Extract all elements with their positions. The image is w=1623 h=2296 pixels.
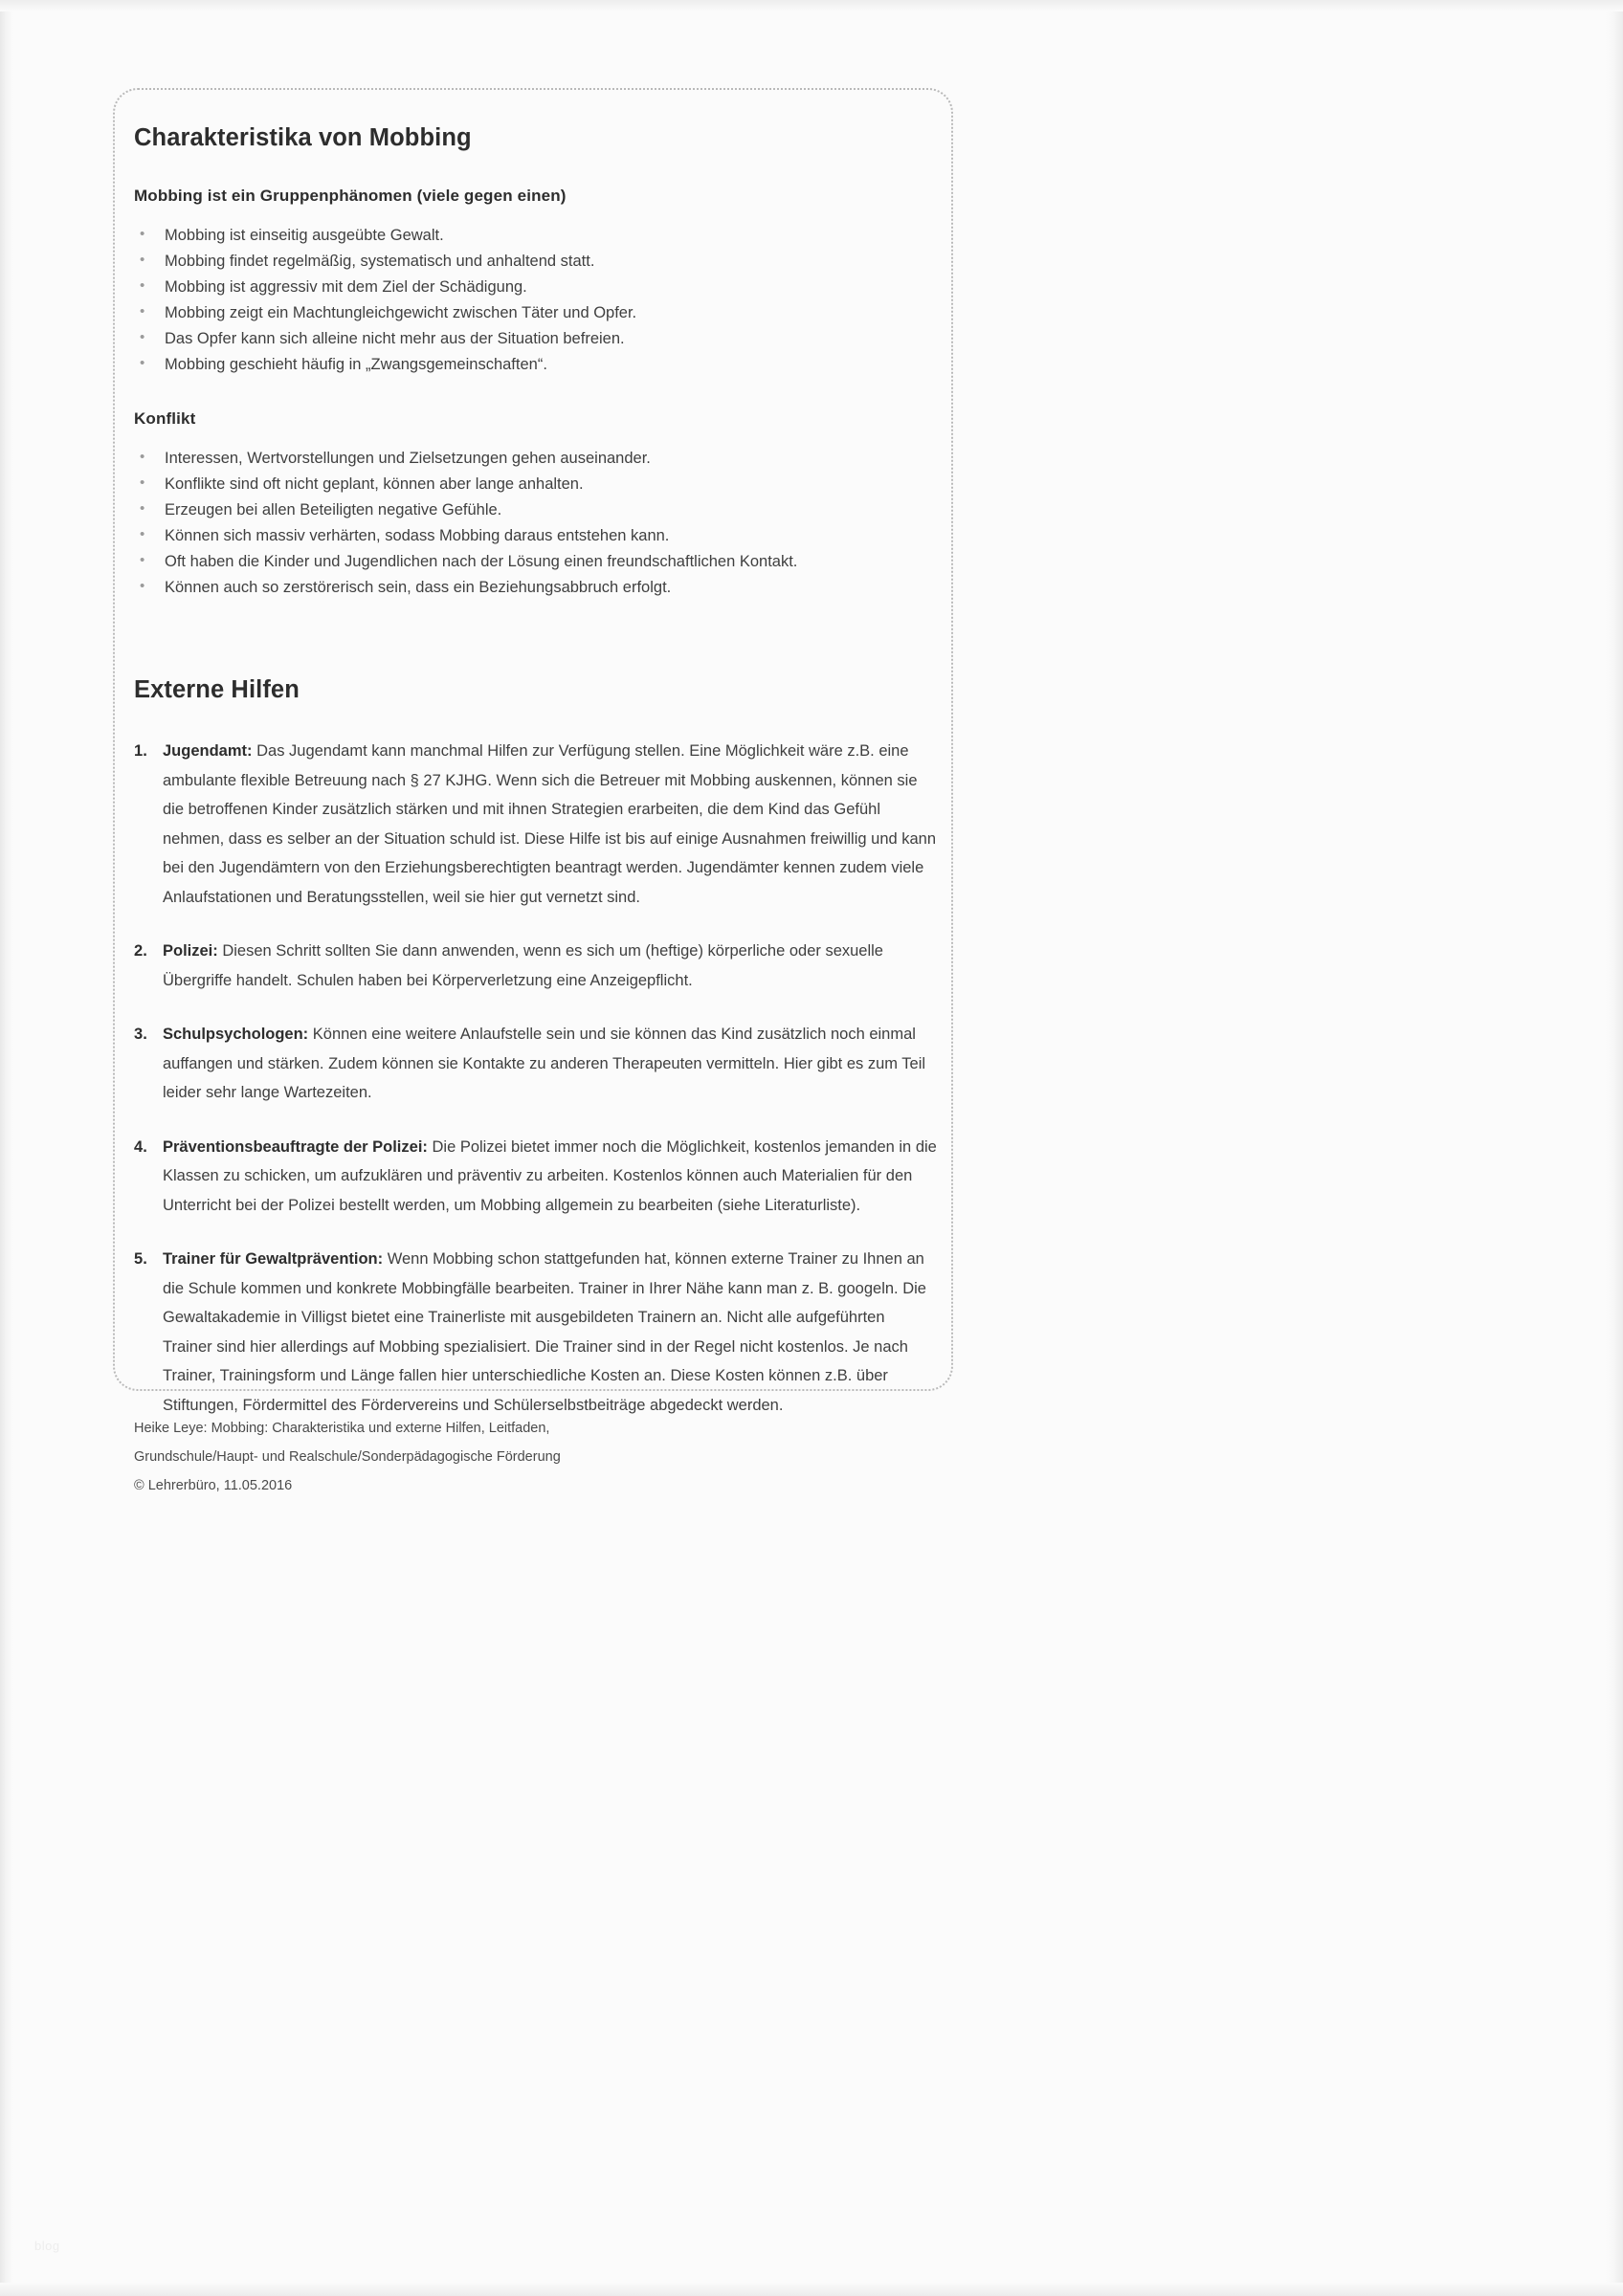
list-item-lead: Trainer für Gewaltprävention: bbox=[163, 1250, 384, 1268]
list-item: • Können sich massiv verhärten, sodass Mobbing daraus entstehen kann. bbox=[134, 523, 938, 548]
page-edge-left bbox=[0, 0, 13, 2296]
list-item-body: Diesen Schritt sollten Sie dann anwenden, wenn es sich um (heftige) körperliche oder sexuelle Übergriffe handelt. Schulen haben bei Körperverletzung eine Anzeigepflicht. bbox=[163, 942, 883, 989]
document-footer bbox=[134, 1414, 995, 1500]
page-edge-top bbox=[0, 0, 1623, 11]
list-item: • Mobbing ist aggressiv mit dem Ziel der Schädigung. bbox=[134, 275, 938, 299]
list-item: • Mobbing geschieht häufig in „Zwangsgemeinschaften“. bbox=[134, 352, 938, 377]
section-spacer bbox=[134, 632, 938, 676]
list-item: • Erzeugen bei allen Beteiligten negative Gefühle. bbox=[134, 497, 938, 522]
list-item-body: Können eine weitere Anlaufstelle sein und sie können das Kind zusätzlich noch einmal auffangen und stärken. Zudem können sie Kontakte zu anderen Therapeuten vermitteln. Hier gibt es zum Teil leider sehr lange Wartezeiten. bbox=[163, 1026, 926, 1101]
list-item: • Das Opfer kann sich alleine nicht mehr aus der Situation befreien. bbox=[134, 326, 938, 351]
list-item-body: Wenn Mobbing schon stattgefunden hat, können externe Trainer zu Ihnen an die Schule kommen und konkrete Mobbingfälle bearbeiten. Trainer in Ihrer Nähe kann man z. B. googeln. Die Gewaltakademie in Villigst bietet eine Trainerliste mit ausgebildeten Trainern an. Nicht alle aufgeführten Trainer sind hier allerdings auf Mobbing spezialisiert. Die Trainer sind in der Regel nicht kostenlos. Je nach Trainer, Trainingsform und Länge fallen hier unterschiedliche Kosten an. Diese Kosten können z.B. über Stiftungen, Fördermittel des Fördervereins und Schülerselbstbeiträge abgedeckt werden. bbox=[163, 1250, 926, 1414]
list-item: • Mobbing findet regelmäßig, systematisch und anhaltend statt. bbox=[134, 249, 938, 274]
list-item bbox=[134, 1020, 938, 1108]
list-item: • Interessen, Wertvorstellungen und Zielsetzungen gehen auseinander. bbox=[134, 446, 938, 471]
footer-school-types-line: Grundschule/Haupt- und Realschule/Sonderpädagogische Förderung bbox=[134, 1449, 561, 1465]
list-item bbox=[134, 1133, 938, 1221]
document-content bbox=[134, 124, 938, 1445]
list-item-lead: Polizei: bbox=[163, 942, 218, 960]
list-item-lead: Präventionsbeauftragte der Polizei: bbox=[163, 1137, 428, 1156]
list-item: • Mobbing zeigt ein Machtungleichgewicht zwischen Täter und Opfer. bbox=[134, 300, 938, 325]
list-item: • Mobbing ist einseitig ausgeübte Gewalt. bbox=[134, 223, 938, 248]
footer-source-line: Heike Leye: Mobbing: Charakteristika und externe Hilfen, Leitfaden, bbox=[134, 1421, 550, 1436]
list-item-body: Die Polizei bietet immer noch die Möglichkeit, kostenlos jemanden in die Klassen zu schicken, um aufzuklären und präventiv zu arbeiten. Kostenlos können auch Materialien für den Unterricht bei der Polizei bestellt werden, um Mobbing allgemein zu bearbeiten (siehe Literaturliste). bbox=[163, 1137, 937, 1214]
bullet-list-konflikt bbox=[134, 446, 938, 600]
corner-watermark: blog bbox=[34, 2239, 60, 2253]
page-title: Charakteristika von Mobbing bbox=[134, 124, 472, 151]
page-edge-right bbox=[1606, 0, 1623, 2296]
section-heading-konflikt: Konflikt bbox=[134, 409, 196, 428]
section-heading-externe-hilfen: Externe Hilfen bbox=[134, 676, 300, 703]
list-item: • Oft haben die Kinder und Jugendlichen nach der Lösung einen freundschaftlichen Kontakt. bbox=[134, 549, 938, 574]
page-edge-bottom bbox=[0, 2283, 1623, 2296]
list-item-lead: Schulpsychologen: bbox=[163, 1026, 309, 1043]
list-item-body: Das Jugendamt kann manchmal Hilfen zur Verfügung stellen. Eine Möglichkeit wäre z.B. eine ambulante flexible Betreuung nach § 27 KJHG. Wenn sich die Betreuer mit Mobbing auskennen, können sie die betroffenen Kinder zusätzlich stärken und mit ihnen Strategien erarbeiten, die dem Kind das Gefühl nehmen, dass es selber an der Situation schuld ist. Diese Hilfe ist bis auf einige Ausnahmen freiwillig und kann bei den Jugendämtern von den Erziehungsberechtigten beantragt werden. Jugendämter kennen zudem viele Anlaufstationen und Beratungsstellen, weil sie hier gut vernetzt sind. bbox=[163, 742, 937, 906]
list-item bbox=[134, 737, 938, 912]
footer-copyright-line: © Lehrerbüro, 11.05.2016 bbox=[134, 1478, 293, 1493]
bullet-list-group-phenomenon bbox=[134, 223, 938, 377]
list-item bbox=[134, 937, 938, 995]
numbered-list-externe-hilfen bbox=[134, 737, 938, 1420]
section-heading-group-phenomenon: Mobbing ist ein Gruppenphänomen (viele gegen einen) bbox=[134, 187, 567, 205]
list-item: • Können auch so zerstörerisch sein, dass ein Beziehungsabbruch erfolgt. bbox=[134, 575, 938, 600]
list-item: • Konflikte sind oft nicht geplant, können aber lange anhalten. bbox=[134, 472, 938, 497]
list-item bbox=[134, 1245, 938, 1420]
list-item-lead: Jugendamt: bbox=[163, 742, 253, 760]
